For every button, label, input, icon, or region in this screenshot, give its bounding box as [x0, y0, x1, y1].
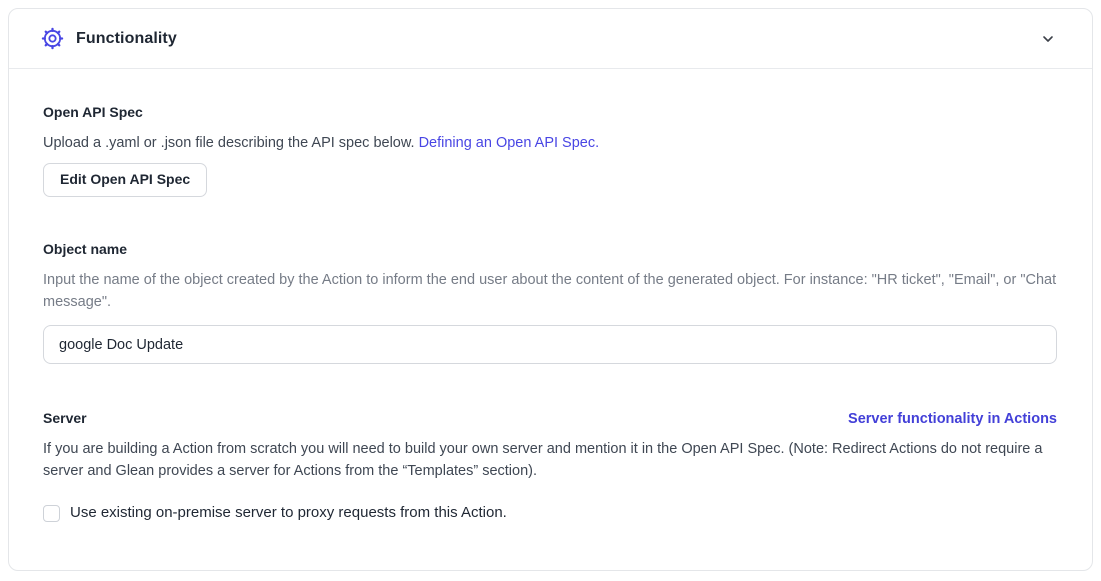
proxy-checkbox[interactable]	[43, 505, 60, 522]
functionality-panel	[8, 8, 1093, 571]
object-name-section	[43, 241, 1057, 364]
server-functionality-link[interactable]: Server functionality in Actions	[848, 411, 1057, 427]
object-name-description: Input the name of the object created by the Action to inform the end user about the content of the generated object. For instance: "HR ticket", "Email", or "Chat message".	[43, 272, 1057, 310]
open-api-spec-label: Open API Spec	[43, 104, 143, 120]
proxy-checkbox-row	[43, 502, 1057, 524]
server-header-row	[43, 408, 1057, 430]
object-name-input[interactable]	[43, 325, 1057, 364]
defining-open-api-spec-link[interactable]: Defining an Open API Spec.	[418, 135, 600, 151]
panel-title: Functionality	[76, 29, 177, 47]
gear-icon	[41, 27, 64, 50]
server-label: Server	[43, 410, 87, 426]
server-section	[43, 408, 1057, 524]
proxy-checkbox-label[interactable]: Use existing on-premise server to proxy requests from this Action.	[70, 504, 507, 521]
open-api-spec-description	[43, 132, 1057, 154]
open-api-spec-section	[43, 104, 1057, 197]
panel-body	[9, 69, 1092, 524]
object-name-label: Object name	[43, 241, 128, 257]
panel-header	[9, 9, 1092, 69]
server-description: If you are building a Action from scratch you will need to build your own server and mention it in the Open API Spec. (Note: Redirect Actions do not require a server and Glean provides a server for Actions from the “Templates” section).	[43, 441, 1043, 479]
open-api-spec-description-text: Upload a .yaml or .json file describing the API spec below.	[43, 135, 415, 151]
edit-open-api-spec-button[interactable]: Edit Open API Spec	[43, 163, 207, 197]
chevron-down-icon[interactable]	[1040, 31, 1056, 47]
